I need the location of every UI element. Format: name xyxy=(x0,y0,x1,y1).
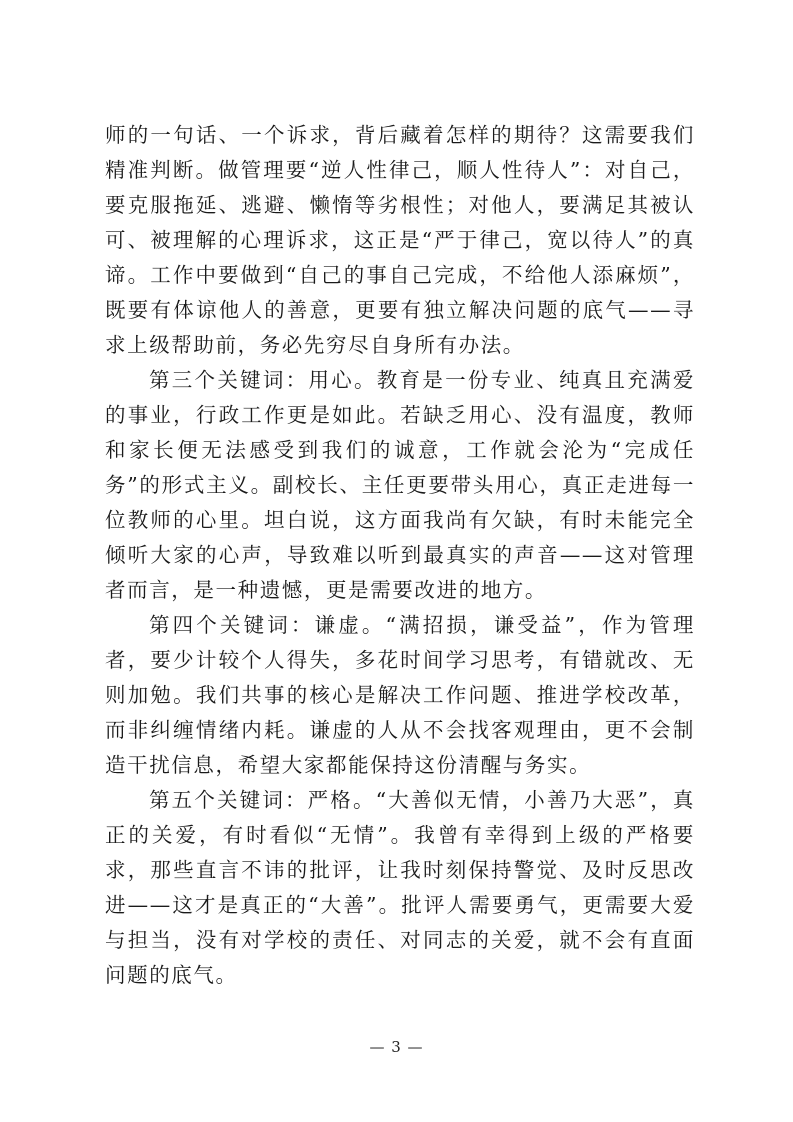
paragraph-continued: 师的一句话、一个诉求，背后藏着怎样的期待？这需要我们精准判断。做管理要“逆人性律己，顺人性待人”：对自己，要克服拖延、逃避、懒惰等劣根性；对他人，要满足其被认可、被理解的心理诉求，这正是“严于律己，宽以待人”的真谛。工作中要做到“自己的事自己完成，不给他人添麻烦”，既要有体谅他人的善意，更要有独立解决问题的底气——寻求上级帮助前，务必先穷尽自身所有办法。 xyxy=(105,123,695,357)
paragraph-keyword-4: 第四个关键词：谦虚。“满招损，谦受益”，作为管理者，要少计较个人得失，多花时间学习思考，有错就改、无则加勉。我们共事的核心是解决工作问题、推进学校改革，而非纠缠情绪内耗。谦虚的人从不会找客观理由，更不会制造干扰信息，希望大家都能保持这份清醒与务实。 xyxy=(105,613,695,777)
document-body xyxy=(105,118,695,993)
paragraph-keyword-5: 第五个关键词：严格。“大善似无情，小善乃大恶”，真正的关爱，有时看似“无情”。我曾有幸得到上级的严格要求，那些直言不讳的批评，让我时刻保持警觉、及时反思改进——这才是真正的“大善”。批评人需要勇气，更需要大爱与担当，没有对学校的责任、对同志的关爱，就不会有直面问题的底气。 xyxy=(105,788,695,987)
paragraph-keyword-3: 第三个关键词：用心。教育是一份专业、纯真且充满爱的事业，行政工作更是如此。若缺乏用心、没有温度，教师和家长便无法感受到我们的诚意，工作就会沦为“完成任务”的形式主义。副校长、主任更要带头用心，真正走进每一位教师的心里。坦白说，这方面我尚有欠缺，有时未能完全倾听大家的心声，导致难以听到最真实的声音——这对管理者而言，是一种遗憾，更是需要改进的地方。 xyxy=(105,368,695,602)
page-number: — 3 — xyxy=(369,1038,424,1056)
